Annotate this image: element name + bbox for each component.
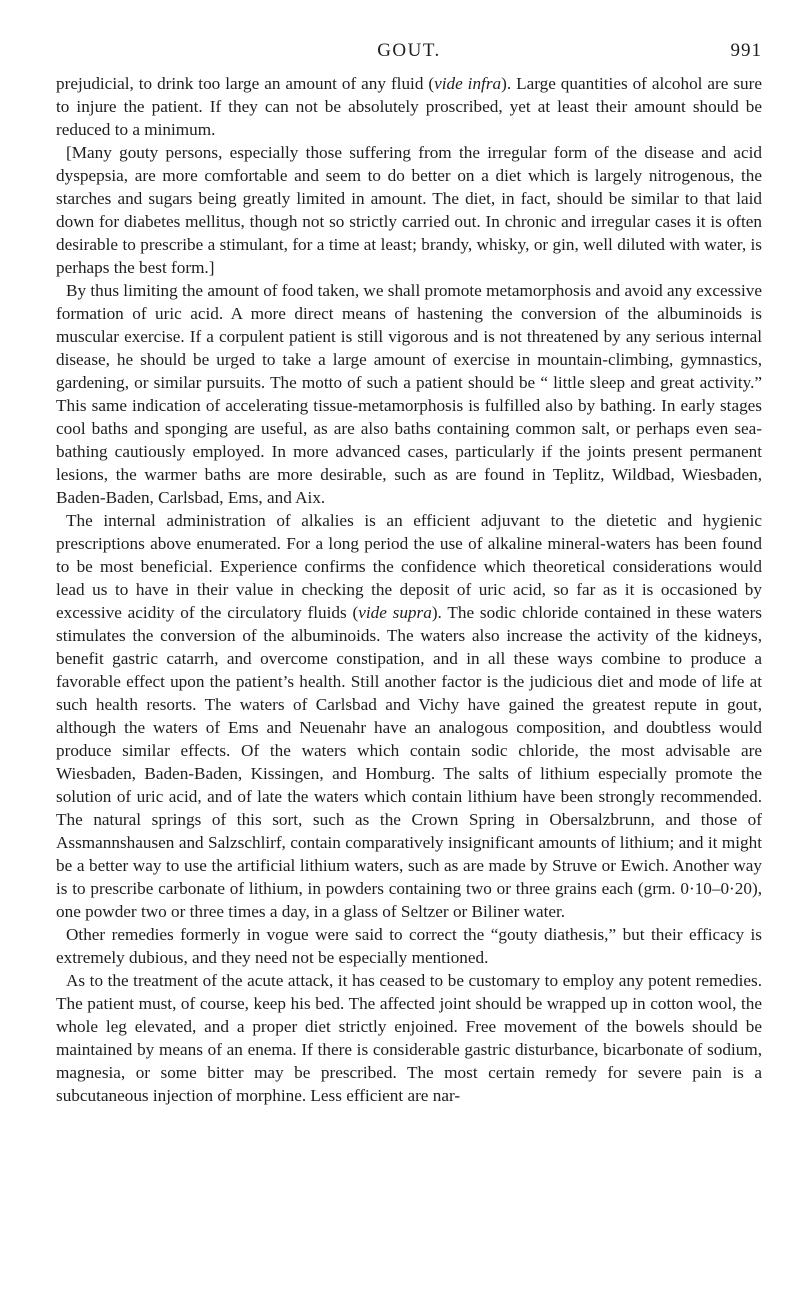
text-run: The internal administration of alkalies is an efficient adjuvant to the dietetic and hygienic prescriptions above enumerated. For a long period the use of alkaline mineral-waters has been found to be most beneficial. Experience confirms the confidence which theoretical considerations would lead us to have in their value in checking the deposit of uric acid, so far as it is occasioned by excessive acidity of the circulatory fluids ( — [56, 511, 762, 622]
paragraph — [56, 141, 762, 279]
body-text — [56, 72, 762, 1107]
text-run: prejudicial, to drink too large an amount of any fluid ( — [56, 74, 435, 93]
text-run: As to the treatment of the acute attack, it has ceased to be customary to employ any potent remedies. The patient must, of course, keep his bed. The affected joint should be wrapped up in cotton wool, the whole leg elevated, and a proper diet strictly enjoined. Free movement of the bowels should be maintained by means of an enema. If there is considerable gastric disturbance, bicarbonate of sodium, magnesia, or some bitter may be prescribed. The most certain remedy for severe pain is a subcutaneous injection of morphine. Less efficient are nar- — [56, 971, 762, 1105]
paragraph — [56, 72, 762, 141]
text-run: ). The sodic chloride contained in these waters stimulates the conversion of the albuminoids. The waters also increase the activity of the kidneys, benefit gastric catarrh, and overcome constipation, and in all these ways combine to produce a favorable effect upon the patient’s health. Still another factor is the judicious diet and mode of life at such health resorts. The waters of Carlsbad and Vichy have gained the greatest repute in gout, although the waters of Ems and Neuenahr have an analogous composition, and doubtless would produce similar effects. Of the waters which contain sodic chloride, the most advisable are Wiesbaden, Baden-Baden, Kissingen, and Homburg. The salts of lithium especially promote the solution of uric acid, and of late the waters which contain lithium have been strongly recommended. The natural springs of this sort, such as the Crown Spring in Obersalzbrunn, and those of Assmannshausen and Salzschlirf, contain comparatively insignificant amounts of lithium; and it might be a better way to use the artificial lithium waters, such as are made by Struve or Ewich. Another way is to prescribe carbonate of lithium, in powders containing two or three grains each (grm. 0·10–0·20), one powder two or three times a day, in a glass of Seltzer or Biliner water. — [56, 603, 762, 921]
italic-text: vide infra — [434, 74, 502, 93]
paragraph — [56, 969, 762, 1107]
text-run: Other remedies formerly in vogue were said to correct the “gouty diathesis,” but their efficacy is extremely dubious, and they need not be especially mentioned. — [56, 925, 762, 967]
page-header — [56, 40, 762, 72]
italic-text: vide supra — [358, 603, 432, 622]
text-run: ). Large quantities of alcohol are sure to injure the patient. If they can not be absolutely proscribed, yet at least their amount should be reduced to a minimum. — [56, 74, 762, 139]
page-number: 991 — [730, 40, 762, 61]
running-title: GOUT. — [377, 40, 441, 61]
text-run: By thus limiting the amount of food taken, we shall promote metamorphosis and avoid any excessive formation of uric acid. A more direct means of hastening the conversion of the albuminoids is muscular exercise. If a corpulent patient is still vigorous and is not threatened by any serious internal disease, he should be urged to take a large amount of exercise in mountain-climbing, gymnastics, gardening, or similar pursuits. The motto of such a patient should be “ little sleep and great activity.” This same indication of accelerating tissue-metamorphosis is fulfilled also by bathing. In early stages cool baths and sponging are useful, as are also baths containing common salt, or perhaps even sea-bathing cautiously employed. In more advanced cases, particularly if the joints present permanent lesions, the warmer baths are more desirable, such as are found in Teplitz, Wildbad, Wiesbaden, Baden-Baden, Carlsbad, Ems, and Aix. — [56, 281, 762, 507]
book-page — [56, 40, 762, 1107]
text-run: [Many gouty persons, especially those suffering from the irregular form of the disease and acid dyspepsia, are more comfortable and seem to do better on a diet which is largely nitrogenous, the starches and sugars being greatly limited in amount. The diet, in fact, should be similar to that laid down for diabetes mellitus, though not so strictly carried out. In chronic and irregular cases it is often desirable to prescribe a stimulant, for a time at least; brandy, whisky, or gin, well diluted with water, is perhaps the best form.] — [56, 143, 762, 277]
paragraph — [56, 279, 762, 509]
paragraph — [56, 923, 762, 969]
paragraph — [56, 509, 762, 923]
